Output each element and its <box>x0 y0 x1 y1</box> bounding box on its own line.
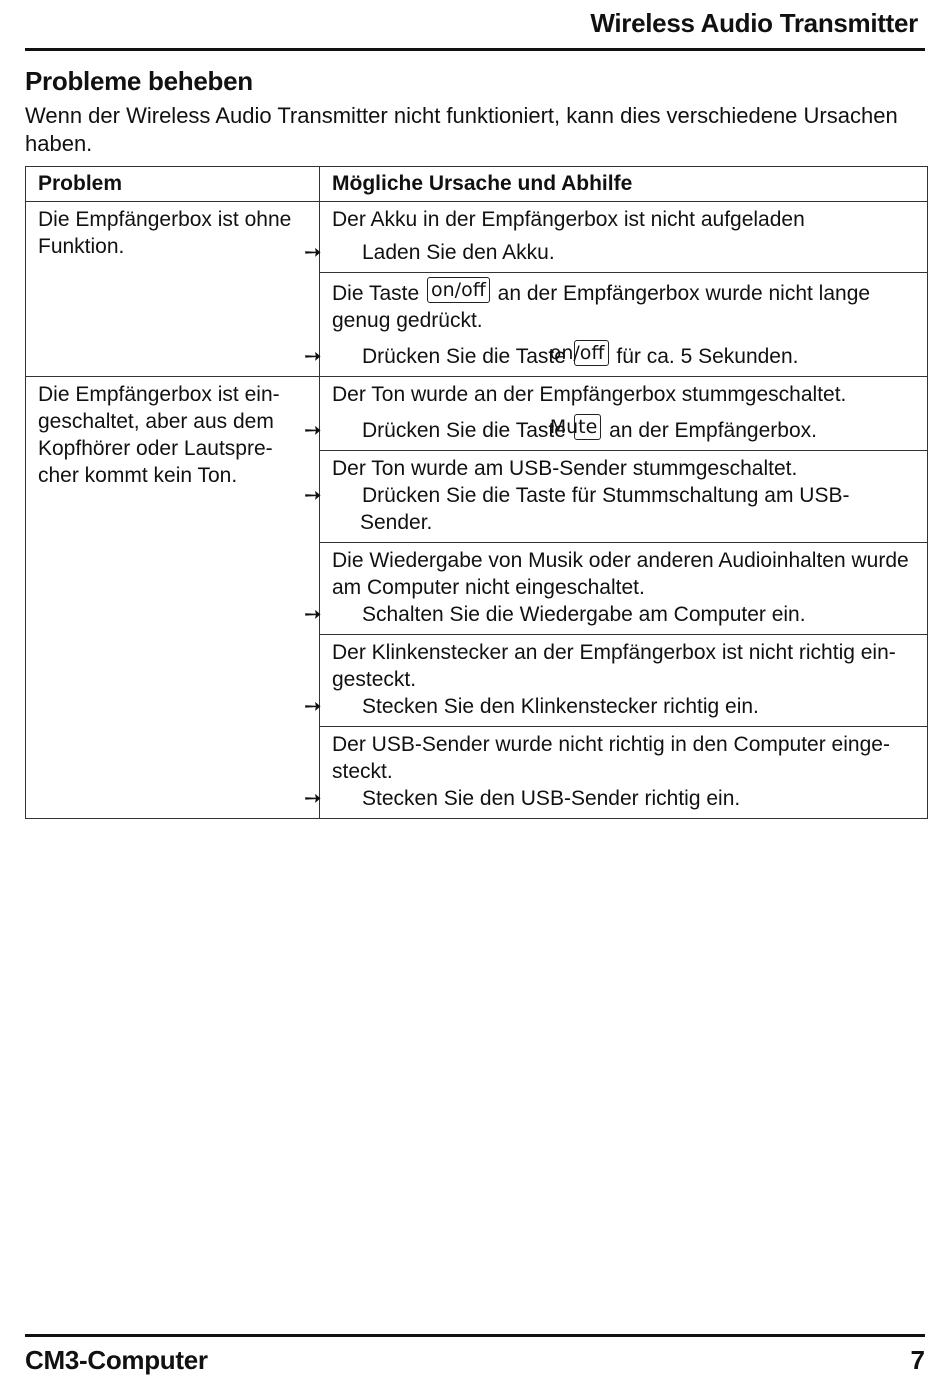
key-mute: Mute <box>574 414 602 440</box>
cause-text: Der Akku in der Empfängerbox ist nicht aufgeladen <box>332 208 805 231</box>
arrow-icon: ➙ <box>304 603 322 626</box>
solution-cell <box>304 635 928 727</box>
cause-text: Die Wiedergabe von Musik oder anderen Audioinhalten wurde am Computer nicht eingeschaltet. <box>332 549 909 599</box>
section-intro: Wenn der Wireless Audio Transmitter nicht funktioniert, kann dies verschiedene Ursachen haben. <box>25 103 898 156</box>
arrow-icon: ➙ <box>304 484 322 507</box>
problem-cell: Die Empfängerbox ist ein-geschaltet, aber aus dem Kopfhörer oder Lautspre-cher kommt kein Ton. <box>26 377 320 819</box>
footer-title: CM3-Computer <box>25 1345 208 1375</box>
footer-rule <box>25 1334 925 1337</box>
remedy-text: ➙ Drücken Sie die Taste on/off für ca. 5 Sekunden. <box>304 342 799 368</box>
solution-cell <box>304 451 928 543</box>
solution-cell <box>304 273 928 377</box>
cause-text: Der Ton wurde an der Empfängerbox stummgeschaltet. <box>332 383 847 406</box>
arrow-icon: ➙ <box>304 419 322 442</box>
cause-text: Der USB-Sender wurde nicht richtig in den Computer einge-steckt. <box>332 733 890 783</box>
table-header-row <box>26 167 928 202</box>
page-number: 7 <box>910 1345 925 1375</box>
cause-text: Der Klinkenstecker an der Empfängerbox ist nicht richtig ein-gesteckt. <box>332 641 896 691</box>
column-header-solution: Mögliche Ursache und Abhilfe <box>320 167 928 202</box>
solution-cell <box>304 543 928 635</box>
remedy-text: ➙ Laden Sie den Akku. <box>304 241 555 264</box>
cause-text: Die Taste on/off an der Empfängerbox wurde nicht lange genug gedrückt. <box>332 279 871 332</box>
key-on-off: on/off <box>427 277 490 303</box>
cause-text: Der Ton wurde am USB-Sender stummgeschaltet. <box>332 457 798 480</box>
problem-cell: Die Empfängerbox ist ohne Funktion. <box>26 202 320 377</box>
remedy-text: ➙ Schalten Sie die Wiedergabe am Computer ein. <box>304 603 806 626</box>
section-title: Probleme beheben <box>25 66 253 96</box>
header-rule <box>25 48 925 51</box>
solution-cell <box>304 727 928 819</box>
column-header-problem: Problem <box>26 167 320 202</box>
table-row <box>26 377 928 451</box>
remedy-text: ➙ Drücken Sie die Taste für Stummschaltung am USB-Sender. <box>304 484 850 534</box>
arrow-icon: ➙ <box>304 345 322 368</box>
page-header-title: Wireless Audio Transmitter <box>590 8 918 38</box>
remedy-text: ➙ Drücken Sie die Taste Mute an der Empfängerbox. <box>304 416 817 442</box>
remedy-text: ➙ Stecken Sie den USB-Sender richtig ein. <box>304 787 741 810</box>
troubleshooting-table <box>25 166 928 819</box>
arrow-icon: ➙ <box>304 695 322 718</box>
solution-cell <box>304 377 928 451</box>
key-on-off: on/off <box>574 340 609 366</box>
table-row <box>26 202 928 273</box>
arrow-icon: ➙ <box>304 241 322 264</box>
remedy-text: ➙ Stecken Sie den Klinkenstecker richtig ein. <box>304 695 759 718</box>
arrow-icon: ➙ <box>304 787 322 810</box>
solution-cell <box>304 202 928 273</box>
